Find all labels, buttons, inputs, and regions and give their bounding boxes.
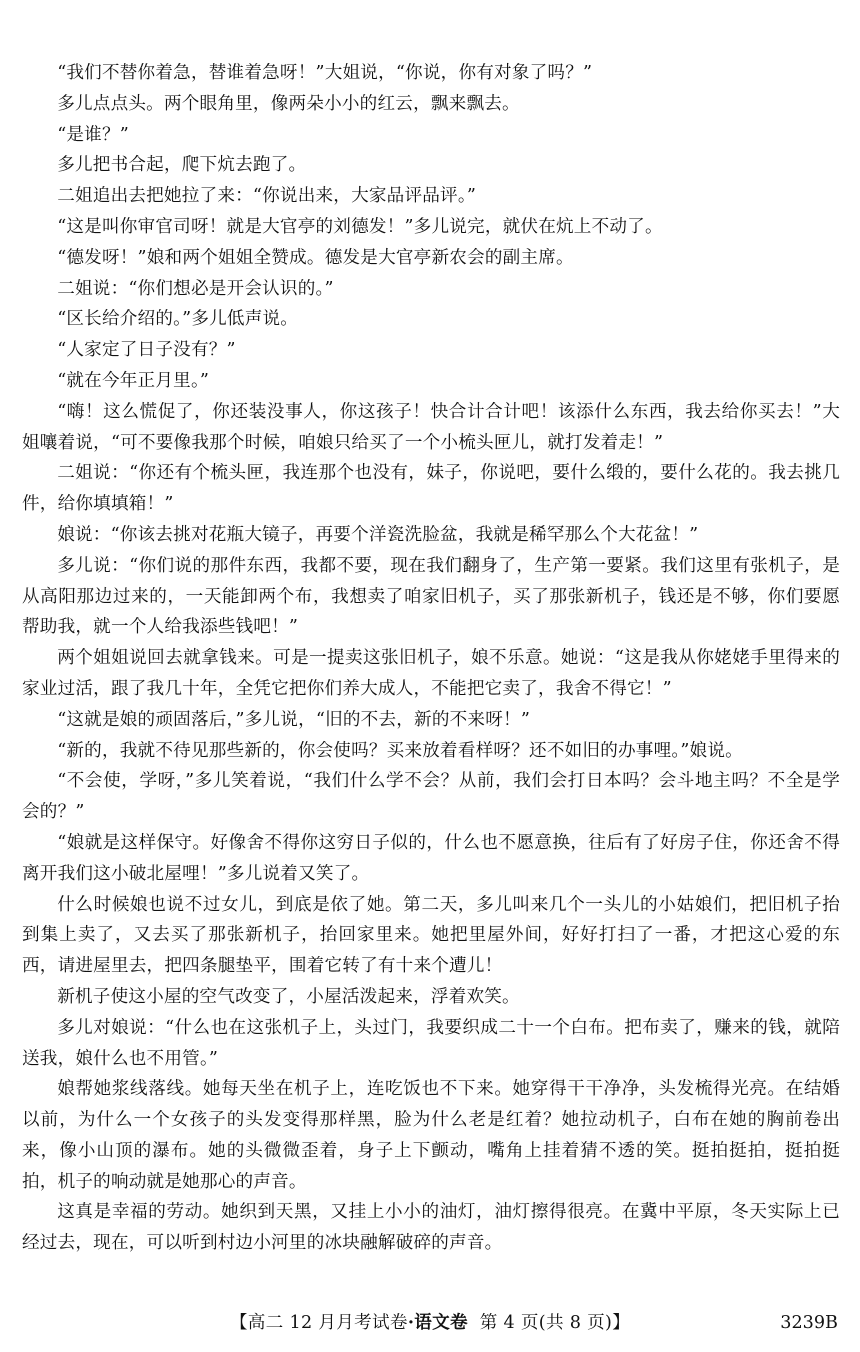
paragraph: 多儿把书合起，爬下炕去跑了。 bbox=[57, 155, 307, 176]
paragraph: “娘就是这样保守。好像舍不得你这穷日子似的，什么也不愿意换，往后有了好房子住，你还舍不得离开我们这小破北屋哩！”多儿说着又笑了。 bbox=[22, 832, 840, 884]
paragraph: 两个姐姐说回去就拿钱来。可是一提卖这张旧机子，娘不乐意。她说：“这是我从你姥姥手里得来的家业过活，跟了我几十年，全凭它把你们养大成人，不能把它卖了，我舍不得它！” bbox=[22, 648, 840, 699]
paragraph: 二姐追出去把她拉了来：“你说出来，大家品评品评。” bbox=[57, 186, 477, 207]
paragraph: “人家定了日子没有？” bbox=[57, 340, 236, 361]
paragraph: “区长给介绍的。”多儿低声说。 bbox=[57, 309, 299, 330]
footer-separator: · bbox=[407, 1312, 415, 1333]
paragraph: “这就是娘的顽固落后，”多儿说，“旧的不去，新的不来呀！” bbox=[57, 709, 531, 730]
paragraph: 娘说：“你该去挑对花瓶大镜子，再要个洋瓷洗脸盆，我就是稀罕那么个大花盆！” bbox=[57, 524, 699, 545]
paragraph: 多儿点点头。两个眼角里，像两朵小小的红云，飘来飘去。 bbox=[57, 93, 520, 114]
paragraph: “德发呀！”娘和两个姐姐全赞成。德发是大官亭新农会的副主席。 bbox=[57, 247, 574, 268]
paragraph: 多儿对娘说：“什么也在这张机子上，头过门，我要织成二十一个白布。把布卖了，赚来的钱，就陪送我，娘什么也不用管。” bbox=[22, 1017, 840, 1069]
exam-footer-title bbox=[0, 1308, 860, 1338]
paragraph: “是谁？” bbox=[57, 124, 129, 145]
article-body bbox=[22, 58, 840, 1259]
paragraph: 二姐说：“你还有个梳头匣，我连那个也没有，妹子，你说吧，要什么缎的，要什么花的。我去挑几件，给你填填箱！” bbox=[22, 463, 840, 515]
paragraph: 娘帮她浆线落线。她每天坐在机子上，连吃饭也不下来。她穿得干干净净，头发梳得光亮。在结婚以前，为什么一个女孩子的头发变得那样黑，脸为什么老是红着？她拉动机子，白布在她的胸前卷出来，像小山顶的瀑布。她的头微微歪着，身子上下颤动，嘴角上挂着猜不透的笑。挺拍挺拍，挺拍挺拍，机子的响动就是她那心的声音。 bbox=[22, 1079, 840, 1192]
paragraph: “我们不替你着急，替谁着急呀！”大姐说，“你说，你有对象了吗？” bbox=[57, 63, 593, 83]
footer-open-bracket: 【 bbox=[229, 1313, 248, 1333]
paragraph: “这是叫你审官司呀！就是大官亭的刘德发！”多儿说完，就伏在炕上不动了。 bbox=[57, 216, 663, 237]
footer-subject: 语文卷 bbox=[414, 1312, 468, 1333]
paragraph: 多儿说：“你们说的那件东西，我都不要，现在我们翻身了，生产第一要紧。我们这里有张机子，是从高阳那边过来的，一天能卸两个布，我想卖了咱家旧机子，买了那张新机子，钱还是不够，你们要愿帮助我，就一个人给我添些钱吧！” bbox=[22, 555, 840, 638]
footer-page-info: 第 4 页(共 8 页) bbox=[479, 1313, 613, 1333]
paragraph: “嗨！这么慌促了，你还装没事人，你这孩子！快合计合计吧！该添什么东西，我去给你买去！”大姐嚷着说，“可不要像我那个时候，咱娘只给买了一个小梳头匣儿，就打发着走！” bbox=[22, 401, 840, 453]
paragraph: “新的，我就不待见那些新的，你会使吗？买来放着看样呀？还不如旧的办事哩。”娘说。 bbox=[57, 740, 743, 761]
paragraph: “不会使，学呀，”多儿笑着说，“我们什么学不会？从前，我们会打日本吗？会斗地主吗？不全是学会的？” bbox=[22, 771, 840, 823]
paragraph: 新机子使这小屋的空气改变了，小屋活泼起来，浮着欢笑。 bbox=[57, 986, 520, 1007]
paragraph: “就在今年正月里。” bbox=[57, 370, 210, 391]
paragraph: 这真是幸福的劳动。她织到天黑，又挂上小小的油灯，油灯擦得很亮。在冀中平原，冬天实际上已经过去，现在，可以听到村边小河里的冰块融解破碎的声音。 bbox=[22, 1202, 840, 1254]
paragraph: 二姐说：“你们想必是开会认识的。” bbox=[57, 278, 334, 299]
page-footer bbox=[0, 1308, 860, 1344]
footer-paper-code: 3239B bbox=[780, 1313, 838, 1333]
footer-close-bracket: 】 bbox=[612, 1313, 631, 1333]
paragraph: 什么时候娘也说不过女儿，到底是依了她。第二天，多儿叫来几个一头儿的小姑娘们，把旧机子抬到集上卖了，又去买了那张新机子，抬回家里来。她把里屋外间，好好打扫了一番，才把这心爱的东西，请进屋里去，把四条腿垫平，围着它转了有十来个遭儿！ bbox=[22, 894, 840, 977]
footer-exam-name: 高二 12 月月考试卷 bbox=[247, 1313, 408, 1333]
